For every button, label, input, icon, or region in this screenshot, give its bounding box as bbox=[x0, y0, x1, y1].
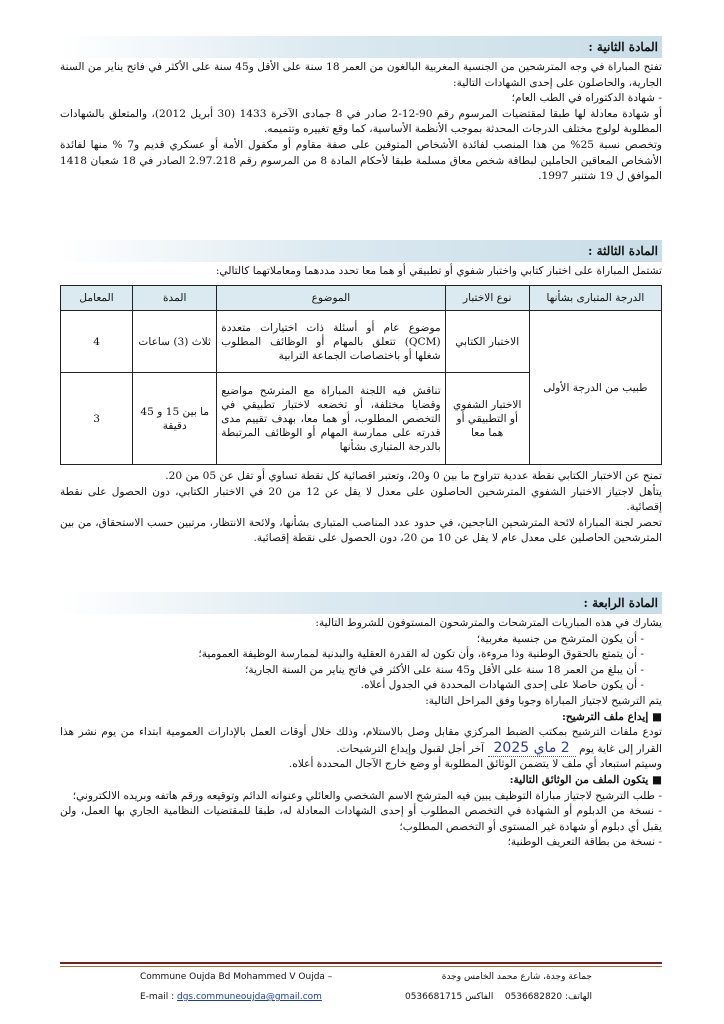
deadline-day: 2 bbox=[560, 739, 570, 756]
cell-coef: 4 bbox=[61, 311, 133, 373]
article-2-body bbox=[60, 60, 662, 185]
header-duration: المدة bbox=[133, 286, 217, 311]
cell-grade: طبيب من الدرجة الأولى bbox=[529, 311, 661, 465]
article-3-intro: تشتمل المباراة على اختبار كتابي واختبار شفوي أو تطبيقي أو هما معا تحدد مددهما ومعاملاتهما كالتالي: bbox=[215, 265, 662, 277]
article-3-p3: تحصر لجنة المباراة لائحة المترشحين الناجحين، في حدود عدد المناصب المتبارى بشأنها، ولائحة الانتظار، مرتبين حسب الاستحقاق، من بين المترشحين الحاصلين على معدل عام لا يقل عن 10 من 20، دون الحصول على نقطة إقصائية. bbox=[60, 516, 662, 545]
deposit-heading bbox=[60, 710, 662, 726]
condition-item: - أن يكون حاصلا على إحدى الشهادات المحددة في الجدول أعلاه. bbox=[360, 679, 644, 692]
footer-rule-thin bbox=[60, 966, 662, 967]
article-4-intro: يشارك في هذه المباريات المترشحات والمترشحون المستوفون للشروط التالية: bbox=[315, 617, 662, 629]
article-2-p2: - شهادة الدكتوراه في الطب العام؛ bbox=[511, 92, 662, 105]
article-3-p1: تمنح عن الاختبار الكتابي نقطة عددية تتراوح ما بين 0 و20، وتعتبر اقصائية كل نقطة تساوي أو تقل عن 05 من 20. bbox=[165, 470, 662, 482]
cell-subject: تناقش فيه اللجنة المباراة مع المترشح مواضيع وقضايا مختلفة، أو تخضعه لاختبار تطبيقي في التخصص المطلوب، أو هما معا، بهدف تقييم مدى قدرته على ممارسة المهام أو الوظائف المرتبطة بالدرجة المتبارى بشأنها bbox=[217, 373, 445, 465]
header-type: نوع الاختبار bbox=[445, 286, 529, 311]
email-label: E-mail : bbox=[140, 992, 175, 1002]
footer-address-fr: Commune Oujda Bd Mohammed V Oujda – bbox=[140, 972, 333, 982]
cell-duration: ما بين 15 و 45 دقيقة bbox=[133, 373, 217, 465]
footer-rule bbox=[60, 962, 662, 964]
stages-intro: يتم الترشيح لاجتياز المباراة وجوبا وفق المراحل التالية: bbox=[425, 694, 662, 707]
doc-item: - نسخة من بطاقة التعريف الوطنية؛ bbox=[507, 836, 662, 849]
article-3-body bbox=[60, 469, 662, 547]
deposit-heading-label: إيداع ملف الترشيح: bbox=[562, 710, 649, 723]
phone-label: الهاتف: bbox=[565, 992, 592, 1002]
fax-number: 0536681715 bbox=[404, 992, 463, 1002]
doc-item: - نسخة من الدبلوم أو الشهادة في التخصص المطلوب أو إحدى الشهادات المعادلة له، طبقا للمقتضيات النظامية الجاري بها العمل، ولن يقبل أي دبلوم أو شهادة غير المستوى أو التخصص المطلوب؛ bbox=[60, 805, 662, 833]
condition-item: - أن يكون المترشح من جنسية مغربية؛ bbox=[476, 632, 644, 645]
exam-table bbox=[60, 285, 662, 465]
condition-item: - أن يتمتع بالحقوق الوطنية وذا مروءة، وأن تكون له القدرة العقلية والبدنية لممارسة الوظيفة العمومية؛ bbox=[198, 648, 644, 661]
email-link[interactable]: dgs.communeoujda@gmail.com bbox=[177, 992, 322, 1002]
article-2-p4: وتخصص نسبة 25% من هذا المنصب لفائدة الأشخاص المتوفين على صفة مقاوم أو مكفول الأمة أو عسكري قديم و7 % منها لفائدة الأشخاص المعاقين الحاملين لبطاقة شخص معاق مسلمة طبقا لأحكام المادة 8 من المرسوم رقم 2.97.218 الصادر في 18 شعبان 1418 الموافق ل 19 شتنبر 1997. bbox=[60, 138, 663, 183]
footer-phone-block bbox=[405, 992, 592, 1002]
deposit-text-start: تودع ملفات الترشيح بمكتب الضبط المركزي مقابل وصل بالاستلام، وذلك خلال أوقات العمل بالإدارات العمومية ابتداء من يوم نشر هذا القرار إلى غاية يوم bbox=[60, 726, 662, 755]
header-subject: الموضوع bbox=[217, 286, 445, 311]
deposit-text bbox=[60, 725, 662, 757]
footer-address-ar: جماعة وجدة، شارع محمد الخامس وجدة bbox=[441, 972, 592, 982]
footer-email-block bbox=[140, 992, 322, 1002]
header-grade: الدرجة المتبارى بشأنها bbox=[529, 286, 661, 311]
article-3-p2: يتأهل لاجتياز الاختبار الشفوي المترشحين الحاصلون على معدل لا يقل عن 12 من 20 في الاختبار الكتابي، دون الحصول على نقطة إقصائية. bbox=[60, 485, 662, 514]
condition-item: - أن يبلغ من العمر 18 سنة على الأقل و45 سنة على الأكثر في فاتح يناير من السنة الجارية؛ bbox=[245, 663, 644, 676]
deadline-month: ماي bbox=[533, 739, 557, 756]
article-2-p3: أو شهادة معادلة لها طبقا لمقتضيات المرسوم رقم 90-12-2 صادر في 8 جمادى الآخرة 1433 (30 أبريل 2012)، والمتعلق بالشهادات المطلوبة لولوج مختلف الدرجات المحدثة بموجب الأنظمة الأساسية، كما وقع تغييره وتتميمه. bbox=[60, 107, 662, 136]
square-bullet-icon: ■ bbox=[648, 773, 662, 786]
article-2-heading: المادة الثانية : bbox=[60, 36, 662, 58]
article-2-p1: تفتح المباراة في وجه المترشحين من الجنسية المغربية البالغون من العمر 18 سنة على الأقل و45 سنة على الأكثر في فاتح يناير من السنة الجارية، والحاصلون على إحدى الشهادات التالية: bbox=[60, 61, 663, 89]
article-4-body bbox=[60, 616, 662, 851]
article-4-heading: المادة الرابعة : bbox=[60, 592, 662, 614]
docs-heading-label: يتكون الملف من الوثائق التالية: bbox=[509, 773, 649, 786]
cell-subject: موضوع عام أو أسئلة ذات اختيارات متعددة (QCM) تتعلق بالمهام أو الوظائف المطلوب شغلها أو باختصاصات الجماعة الترابية bbox=[217, 311, 445, 373]
cell-type: الاختبار الكتابي bbox=[445, 311, 529, 373]
header-coef: المعامل bbox=[61, 286, 133, 311]
handwritten-deadline-date bbox=[488, 741, 576, 758]
fax-label: الفاكس bbox=[465, 992, 494, 1002]
cell-duration: ثلاث (3) ساعات bbox=[133, 311, 217, 373]
deadline-year: 2025 bbox=[493, 739, 530, 756]
deposit-text-end: آخر أجل لقبول وإيداع الترشيحات. bbox=[336, 742, 485, 755]
cell-coef: 3 bbox=[61, 373, 133, 465]
square-bullet-icon: ■ bbox=[648, 710, 662, 723]
doc-item: - طلب الترشيح لاجتياز مباراة التوظيف يبين فيه المترشح الاسم الشخصي والعائلي وعنوانه الدائم وتوقيعه ورقم هاتفه وبريده الالكتروني؛ bbox=[72, 789, 662, 802]
article-3-heading: المادة الثالثة : bbox=[60, 240, 662, 262]
table-row bbox=[61, 311, 662, 373]
reject-note: وسيتم استبعاد أي ملف لا يتضمن الوثائق المطلوبة أو وضع خارج الآجال المحددة أعلاه. bbox=[288, 758, 662, 771]
exam-table-header bbox=[61, 286, 662, 311]
docs-heading bbox=[60, 773, 662, 789]
phone-number: 0536682820 bbox=[504, 992, 563, 1002]
cell-type: الاختبار الشفوي أو التطبيقي أو هما معا bbox=[445, 373, 529, 465]
